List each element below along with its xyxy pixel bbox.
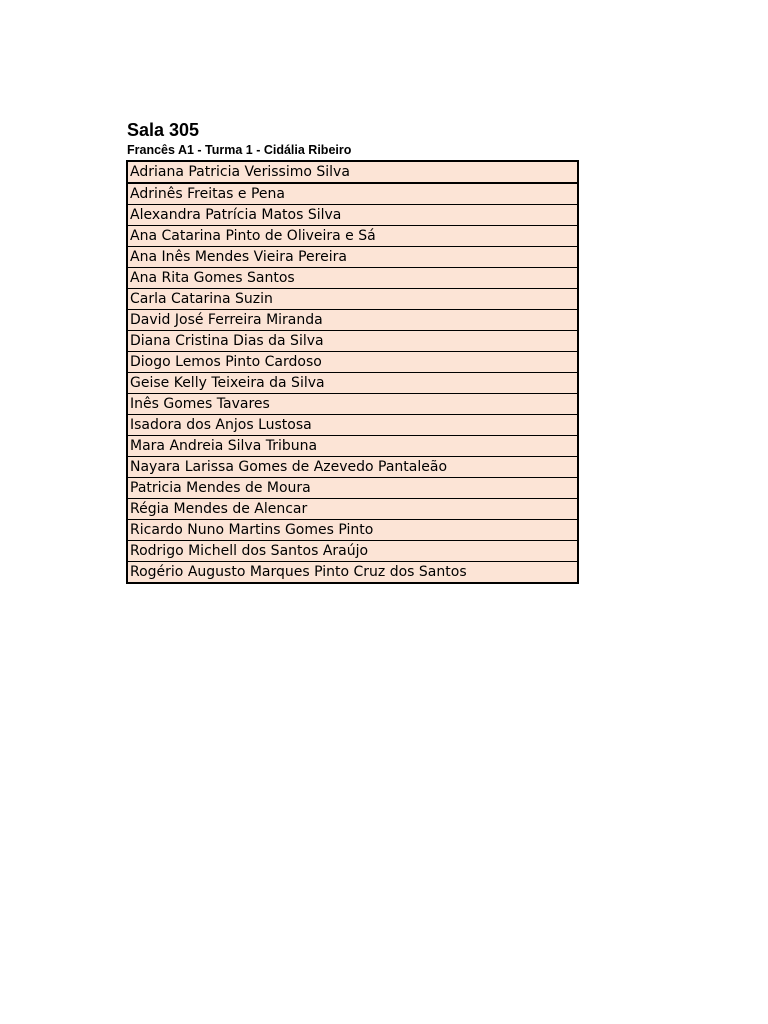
student-name-cell[interactable]: Ricardo Nuno Martins Gomes Pinto <box>127 520 578 541</box>
student-name-cell[interactable]: Adriana Patricia Verissimo Silva <box>127 161 578 183</box>
student-name-cell[interactable]: Nayara Larissa Gomes de Azevedo Pantaleão <box>127 457 578 478</box>
student-name-cell[interactable]: Régia Mendes de Alencar <box>127 499 578 520</box>
student-name-cell[interactable]: Isadora dos Anjos Lustosa <box>127 415 578 436</box>
student-name-cell[interactable]: Inês Gomes Tavares <box>127 394 578 415</box>
student-name-cell[interactable]: Ana Catarina Pinto de Oliveira e Sá <box>127 226 578 247</box>
student-name-cell[interactable]: Patricia Mendes de Moura <box>127 478 578 499</box>
student-name-cell[interactable]: Alexandra Patrícia Matos Silva <box>127 205 578 226</box>
table-row <box>127 226 578 247</box>
class-list-sheet <box>126 118 579 584</box>
table-row <box>127 457 578 478</box>
table-row <box>127 310 578 331</box>
table-row <box>127 289 578 310</box>
table-row <box>127 247 578 268</box>
table-row <box>127 499 578 520</box>
student-name-cell[interactable]: Rodrigo Michell dos Santos Araújo <box>127 541 578 562</box>
table-row <box>127 373 578 394</box>
table-row <box>127 562 578 584</box>
student-name-cell[interactable]: Mara Andreia Silva Tribuna <box>127 436 578 457</box>
table-row <box>127 415 578 436</box>
table-row <box>127 331 578 352</box>
student-name-cell[interactable]: Geise Kelly Teixeira da Silva <box>127 373 578 394</box>
class-subtitle: Francês A1 - Turma 1 - Cidália Ribeiro <box>127 143 352 157</box>
table-row <box>127 205 578 226</box>
table-row <box>127 161 578 183</box>
table-row <box>127 394 578 415</box>
student-name-cell[interactable]: David José Ferreira Miranda <box>127 310 578 331</box>
student-name-cell[interactable]: Ana Inês Mendes Vieira Pereira <box>127 247 578 268</box>
table-row <box>127 352 578 373</box>
student-name-cell[interactable]: Diogo Lemos Pinto Cardoso <box>127 352 578 373</box>
table-row <box>127 436 578 457</box>
student-name-cell[interactable]: Carla Catarina Suzin <box>127 289 578 310</box>
student-name-table <box>126 160 579 584</box>
student-name-cell[interactable]: Diana Cristina Dias da Silva <box>127 331 578 352</box>
table-row <box>127 520 578 541</box>
student-name-cell[interactable]: Rogério Augusto Marques Pinto Cruz dos Santos <box>127 562 578 584</box>
table-row <box>127 478 578 499</box>
room-title: Sala 305 <box>127 120 200 140</box>
student-name-cell[interactable]: Ana Rita Gomes Santos <box>127 268 578 289</box>
table-row <box>127 268 578 289</box>
table-row <box>127 541 578 562</box>
table-row <box>127 183 578 205</box>
student-name-cell[interactable]: Adrinês Freitas e Pena <box>127 183 578 205</box>
